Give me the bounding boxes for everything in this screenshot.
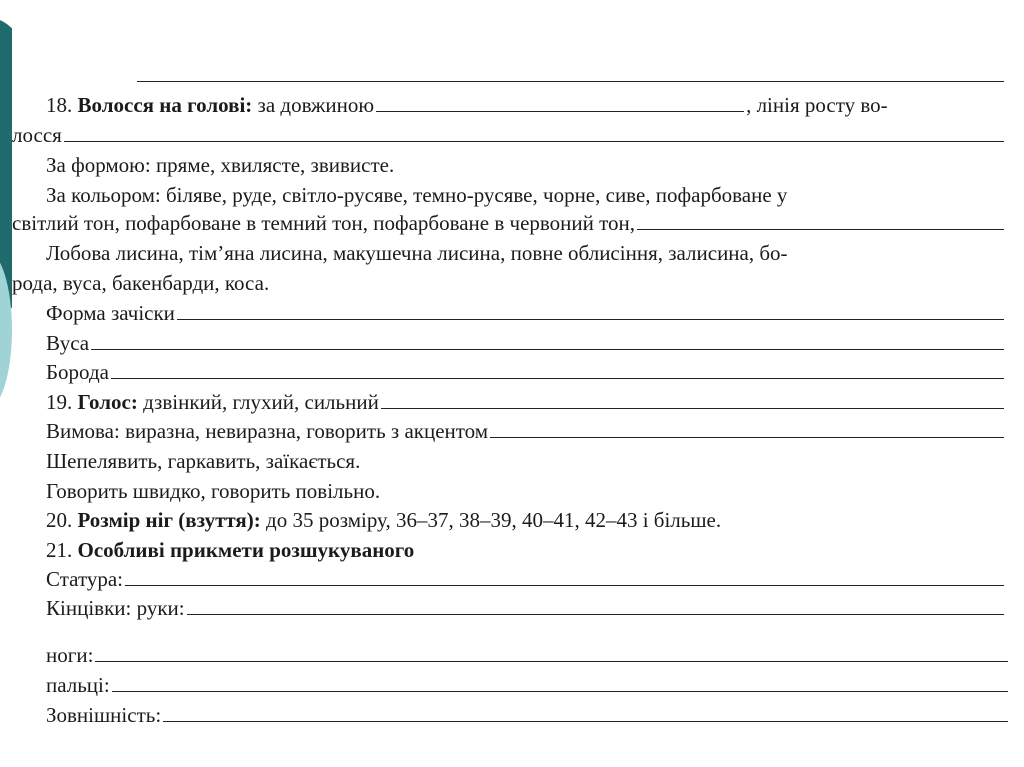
baldness-text-1: Лобова лисина, тім’яна лисина, макушечна лисина, повне облисіння, залисина, бо- [46,241,788,265]
baldness-text-2: рода, вуса, бакенбарди, коса. [12,271,270,295]
hair-color-text-1: За кольором: біляве, руде, світло-русяве, темно-русяве, чорне, сиве, пофарбоване у [46,183,788,207]
hair-shape-line [46,148,1006,178]
item-19-line [46,385,1006,415]
fingers-label: пальці: [46,673,110,697]
moustache-label: Вуса [46,331,90,355]
item-21-line [46,533,1006,563]
hair-length-label: за довжиною [257,93,375,117]
build-line [46,562,1006,592]
hair-length-blank[interactable] [376,111,744,112]
pronunciation-blank[interactable] [490,437,1004,438]
item-18-heading: Волосся на голові: [77,93,253,117]
item-20-number: 20. [46,508,73,532]
hands-blank[interactable] [187,614,1004,615]
shoe-sizes: до 35 розміру, 36–37, 38–39, 40–41, 42–43 і більше. [266,508,722,532]
hairline-label-part2: лосся [12,123,62,147]
item-18-line-1 [46,88,1006,118]
speech-tempo-text: Говорить швидко, говорить повільно. [46,479,381,503]
limbs-hands-label: Кінцівки: руки: [46,596,185,620]
hairstyle-label: Форма зачіски [46,301,175,325]
legs-blank[interactable] [95,661,1008,662]
top-blank-line [135,58,1006,88]
moustache-line [46,326,1006,356]
fingers-line [46,668,1010,698]
hair-color-line-1 [46,178,1006,208]
baldness-line-2 [12,266,1006,296]
item-18-number: 18. [46,93,73,117]
voice-blank[interactable] [381,408,1004,409]
appearance-line [46,698,1010,728]
item-19-heading: Голос: [77,390,138,414]
item-21-number: 21. [46,538,73,562]
item-20-heading: Розмір ніг (взуття): [77,508,261,532]
fingers-blank[interactable] [112,691,1008,692]
hair-color-blank[interactable] [637,229,1004,230]
item-18-line-2 [12,118,1006,148]
item-21-heading: Особливі прикмети розшукуваного [77,538,415,562]
appearance-label: Зовнішність: [46,703,162,727]
build-blank[interactable] [125,585,1004,586]
legs-line [46,638,1010,668]
voice-options: дзвінкий, глухий, сильний [143,390,379,414]
pronunciation-label: Вимова: виразна, невиразна, говорить з акцентом [46,419,489,443]
hair-color-text-2: світлий тон, пофарбоване в темний тон, пофарбоване в червоний тон, [12,211,636,235]
beard-line [46,355,1006,385]
item-19-number: 19. [46,390,73,414]
beard-label: Борода [46,360,109,384]
legs-label: ноги: [46,643,94,667]
speech-tempo-line [46,474,1006,504]
pronunciation-line [46,414,1006,444]
hair-color-line-2 [12,206,1006,236]
limbs-hands-line [46,591,1006,621]
speech-defects-line [46,444,1006,474]
speech-defects-text: Шепелявить, гаркавить, заїкається. [46,449,361,473]
build-label: Статура: [46,567,123,591]
moustache-blank[interactable] [91,349,1004,350]
hairstyle-blank[interactable] [177,319,1004,320]
appearance-blank[interactable] [163,721,1008,722]
item-20-line [46,503,1006,533]
hairline-label-part1: , лінія росту во- [746,93,888,117]
hair-shape-text: За формою: пряме, хвилясте, звивисте. [46,153,395,177]
baldness-line-1 [46,236,1006,266]
blank-line[interactable] [137,81,1004,82]
hairline-blank[interactable] [64,141,1004,142]
hairstyle-line [46,296,1006,326]
beard-blank[interactable] [111,378,1004,379]
